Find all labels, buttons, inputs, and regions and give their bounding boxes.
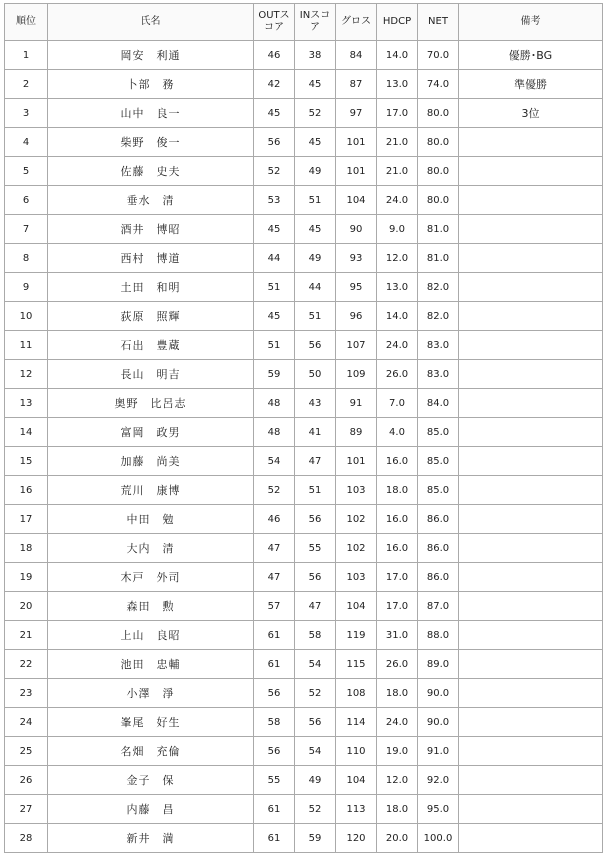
table-row: [5, 186, 603, 215]
cell-out-score: 57: [254, 592, 295, 621]
cell-rank: 4: [5, 128, 48, 157]
cell-hdcp: 16.0: [377, 534, 418, 563]
cell-net: 84.0: [418, 389, 459, 418]
cell-note: [459, 824, 603, 853]
cell-out-score: 61: [254, 824, 295, 853]
cell-rank: 2: [5, 70, 48, 99]
cell-in-score: 52: [295, 99, 336, 128]
cell-gross: 102: [336, 534, 377, 563]
cell-hdcp: 4.0: [377, 418, 418, 447]
cell-net: 86.0: [418, 534, 459, 563]
cell-hdcp: 17.0: [377, 563, 418, 592]
cell-name: 西村 博道: [48, 244, 254, 273]
cell-out-score: 46: [254, 41, 295, 70]
cell-net: 92.0: [418, 766, 459, 795]
cell-hdcp: 24.0: [377, 186, 418, 215]
cell-name: 山中 良一: [48, 99, 254, 128]
cell-note: [459, 563, 603, 592]
cell-gross: 102: [336, 505, 377, 534]
cell-out-score: 61: [254, 650, 295, 679]
cell-out-score: 52: [254, 476, 295, 505]
cell-rank: 22: [5, 650, 48, 679]
cell-in-score: 49: [295, 244, 336, 273]
cell-out-score: 55: [254, 766, 295, 795]
cell-name: 名畑 充倫: [48, 737, 254, 766]
table-row: [5, 157, 603, 186]
cell-hdcp: 19.0: [377, 737, 418, 766]
cell-net: 80.0: [418, 157, 459, 186]
table-row: [5, 592, 603, 621]
cell-out-score: 51: [254, 273, 295, 302]
cell-name: 池田 忠輔: [48, 650, 254, 679]
cell-note: [459, 418, 603, 447]
cell-note: [459, 737, 603, 766]
header-note: 備考: [459, 4, 603, 41]
cell-net: 81.0: [418, 215, 459, 244]
cell-gross: 119: [336, 621, 377, 650]
table-row: [5, 708, 603, 737]
cell-gross: 93: [336, 244, 377, 273]
cell-in-score: 56: [295, 708, 336, 737]
header-in-score: INスコア: [295, 4, 336, 41]
cell-note: [459, 302, 603, 331]
header-out-score: OUTスコア: [254, 4, 295, 41]
table-row: [5, 650, 603, 679]
cell-out-score: 61: [254, 795, 295, 824]
cell-note: 準優勝: [459, 70, 603, 99]
table-row: [5, 128, 603, 157]
cell-rank: 1: [5, 41, 48, 70]
cell-net: 100.0: [418, 824, 459, 853]
cell-hdcp: 26.0: [377, 360, 418, 389]
cell-rank: 10: [5, 302, 48, 331]
cell-name: 加藤 尚美: [48, 447, 254, 476]
cell-note: [459, 708, 603, 737]
cell-hdcp: 14.0: [377, 41, 418, 70]
cell-out-score: 45: [254, 302, 295, 331]
header-name: 氏名: [48, 4, 254, 41]
cell-in-score: 45: [295, 128, 336, 157]
table-row: [5, 824, 603, 853]
table-row: [5, 447, 603, 476]
table-row: [5, 563, 603, 592]
cell-rank: 15: [5, 447, 48, 476]
cell-note: [459, 534, 603, 563]
cell-net: 88.0: [418, 621, 459, 650]
cell-hdcp: 17.0: [377, 99, 418, 128]
table-row: [5, 795, 603, 824]
cell-gross: 87: [336, 70, 377, 99]
cell-rank: 20: [5, 592, 48, 621]
cell-gross: 101: [336, 157, 377, 186]
cell-out-score: 51: [254, 331, 295, 360]
header-rank: 順位: [5, 4, 48, 41]
cell-name: 荻原 照輝: [48, 302, 254, 331]
cell-net: 95.0: [418, 795, 459, 824]
cell-note: [459, 360, 603, 389]
cell-gross: 114: [336, 708, 377, 737]
cell-in-score: 52: [295, 795, 336, 824]
cell-hdcp: 18.0: [377, 679, 418, 708]
cell-gross: 115: [336, 650, 377, 679]
cell-out-score: 47: [254, 563, 295, 592]
cell-name: 土田 和明: [48, 273, 254, 302]
cell-rank: 23: [5, 679, 48, 708]
cell-net: 80.0: [418, 99, 459, 128]
cell-gross: 104: [336, 592, 377, 621]
cell-note: [459, 592, 603, 621]
cell-rank: 5: [5, 157, 48, 186]
cell-in-score: 52: [295, 679, 336, 708]
cell-out-score: 61: [254, 621, 295, 650]
cell-hdcp: 24.0: [377, 331, 418, 360]
table-row: [5, 302, 603, 331]
cell-hdcp: 9.0: [377, 215, 418, 244]
table-row: [5, 273, 603, 302]
cell-in-score: 51: [295, 186, 336, 215]
cell-name: 新井 満: [48, 824, 254, 853]
header-gross: グロス: [336, 4, 377, 41]
cell-out-score: 56: [254, 737, 295, 766]
table-row: [5, 679, 603, 708]
cell-name: 森田 勲: [48, 592, 254, 621]
cell-hdcp: 12.0: [377, 244, 418, 273]
cell-in-score: 49: [295, 157, 336, 186]
cell-net: 85.0: [418, 418, 459, 447]
cell-name: 峯尾 好生: [48, 708, 254, 737]
cell-rank: 18: [5, 534, 48, 563]
cell-rank: 13: [5, 389, 48, 418]
cell-rank: 25: [5, 737, 48, 766]
cell-gross: 113: [336, 795, 377, 824]
cell-note: [459, 273, 603, 302]
cell-in-score: 49: [295, 766, 336, 795]
table-row: [5, 476, 603, 505]
cell-rank: 12: [5, 360, 48, 389]
cell-out-score: 48: [254, 418, 295, 447]
cell-hdcp: 7.0: [377, 389, 418, 418]
table-row: [5, 766, 603, 795]
cell-rank: 11: [5, 331, 48, 360]
cell-in-score: 58: [295, 621, 336, 650]
cell-out-score: 58: [254, 708, 295, 737]
cell-note: [459, 650, 603, 679]
cell-out-score: 56: [254, 128, 295, 157]
cell-name: 卜部 務: [48, 70, 254, 99]
cell-hdcp: 21.0: [377, 128, 418, 157]
cell-out-score: 44: [254, 244, 295, 273]
cell-note: 3位: [459, 99, 603, 128]
cell-out-score: 48: [254, 389, 295, 418]
cell-note: [459, 505, 603, 534]
cell-name: 小澤 淨: [48, 679, 254, 708]
cell-out-score: 45: [254, 99, 295, 128]
cell-hdcp: 16.0: [377, 505, 418, 534]
cell-gross: 101: [336, 128, 377, 157]
cell-gross: 97: [336, 99, 377, 128]
cell-out-score: 54: [254, 447, 295, 476]
cell-hdcp: 16.0: [377, 447, 418, 476]
cell-out-score: 56: [254, 679, 295, 708]
cell-net: 87.0: [418, 592, 459, 621]
cell-hdcp: 18.0: [377, 476, 418, 505]
cell-in-score: 38: [295, 41, 336, 70]
cell-in-score: 47: [295, 447, 336, 476]
cell-net: 82.0: [418, 302, 459, 331]
cell-hdcp: 20.0: [377, 824, 418, 853]
cell-note: [459, 621, 603, 650]
cell-gross: 90: [336, 215, 377, 244]
table-row: [5, 505, 603, 534]
cell-out-score: 47: [254, 534, 295, 563]
cell-gross: 96: [336, 302, 377, 331]
cell-net: 70.0: [418, 41, 459, 70]
cell-rank: 16: [5, 476, 48, 505]
table-header: [5, 4, 603, 41]
cell-in-score: 56: [295, 331, 336, 360]
table-row: [5, 244, 603, 273]
cell-in-score: 47: [295, 592, 336, 621]
cell-net: 90.0: [418, 679, 459, 708]
cell-gross: 103: [336, 476, 377, 505]
cell-hdcp: 24.0: [377, 708, 418, 737]
cell-rank: 7: [5, 215, 48, 244]
cell-net: 80.0: [418, 128, 459, 157]
table-row: [5, 331, 603, 360]
cell-name: 石出 豊蔵: [48, 331, 254, 360]
cell-gross: 101: [336, 447, 377, 476]
cell-net: 89.0: [418, 650, 459, 679]
cell-rank: 21: [5, 621, 48, 650]
cell-in-score: 56: [295, 505, 336, 534]
cell-in-score: 43: [295, 389, 336, 418]
cell-gross: 91: [336, 389, 377, 418]
cell-note: [459, 331, 603, 360]
table-row: [5, 389, 603, 418]
cell-hdcp: 17.0: [377, 592, 418, 621]
cell-note: [459, 186, 603, 215]
table-row: [5, 70, 603, 99]
cell-in-score: 55: [295, 534, 336, 563]
cell-name: 奥野 比呂志: [48, 389, 254, 418]
cell-in-score: 45: [295, 70, 336, 99]
cell-name: 荒川 康博: [48, 476, 254, 505]
cell-gross: 84: [336, 41, 377, 70]
cell-net: 86.0: [418, 563, 459, 592]
results-table: [4, 3, 603, 853]
cell-name: 内藤 昌: [48, 795, 254, 824]
table-row: [5, 737, 603, 766]
table-row: [5, 418, 603, 447]
cell-net: 90.0: [418, 708, 459, 737]
cell-gross: 110: [336, 737, 377, 766]
cell-note: [459, 389, 603, 418]
header-net: NET: [418, 4, 459, 41]
cell-name: 岡安 利通: [48, 41, 254, 70]
cell-rank: 27: [5, 795, 48, 824]
cell-rank: 17: [5, 505, 48, 534]
cell-hdcp: 13.0: [377, 70, 418, 99]
table-body: [5, 41, 603, 853]
cell-out-score: 46: [254, 505, 295, 534]
cell-net: 81.0: [418, 244, 459, 273]
cell-hdcp: 14.0: [377, 302, 418, 331]
cell-note: 優勝･BG: [459, 41, 603, 70]
cell-gross: 95: [336, 273, 377, 302]
cell-rank: 9: [5, 273, 48, 302]
table-row: [5, 215, 603, 244]
cell-rank: 28: [5, 824, 48, 853]
cell-note: [459, 215, 603, 244]
cell-rank: 8: [5, 244, 48, 273]
cell-note: [459, 766, 603, 795]
cell-rank: 6: [5, 186, 48, 215]
cell-name: 富岡 政男: [48, 418, 254, 447]
cell-out-score: 45: [254, 215, 295, 244]
cell-note: [459, 476, 603, 505]
cell-rank: 24: [5, 708, 48, 737]
cell-out-score: 52: [254, 157, 295, 186]
cell-net: 85.0: [418, 476, 459, 505]
cell-gross: 104: [336, 766, 377, 795]
cell-gross: 89: [336, 418, 377, 447]
cell-hdcp: 13.0: [377, 273, 418, 302]
cell-gross: 107: [336, 331, 377, 360]
cell-name: 中田 勉: [48, 505, 254, 534]
cell-note: [459, 447, 603, 476]
cell-hdcp: 31.0: [377, 621, 418, 650]
cell-hdcp: 21.0: [377, 157, 418, 186]
cell-net: 82.0: [418, 273, 459, 302]
cell-out-score: 42: [254, 70, 295, 99]
cell-name: 佐藤 史夫: [48, 157, 254, 186]
cell-name: 木戸 外司: [48, 563, 254, 592]
table-row: [5, 41, 603, 70]
cell-rank: 3: [5, 99, 48, 128]
cell-rank: 14: [5, 418, 48, 447]
cell-name: 柴野 俊一: [48, 128, 254, 157]
cell-note: [459, 795, 603, 824]
cell-name: 酒井 博昭: [48, 215, 254, 244]
cell-note: [459, 157, 603, 186]
cell-net: 91.0: [418, 737, 459, 766]
table-row: [5, 621, 603, 650]
cell-net: 74.0: [418, 70, 459, 99]
cell-in-score: 51: [295, 476, 336, 505]
cell-net: 83.0: [418, 360, 459, 389]
cell-rank: 26: [5, 766, 48, 795]
table-row: [5, 534, 603, 563]
cell-name: 上山 良昭: [48, 621, 254, 650]
table-row: [5, 360, 603, 389]
cell-gross: 103: [336, 563, 377, 592]
cell-hdcp: 12.0: [377, 766, 418, 795]
cell-gross: 109: [336, 360, 377, 389]
cell-in-score: 45: [295, 215, 336, 244]
cell-gross: 108: [336, 679, 377, 708]
cell-in-score: 41: [295, 418, 336, 447]
cell-net: 85.0: [418, 447, 459, 476]
cell-in-score: 44: [295, 273, 336, 302]
cell-hdcp: 26.0: [377, 650, 418, 679]
cell-name: 大内 清: [48, 534, 254, 563]
cell-rank: 19: [5, 563, 48, 592]
cell-note: [459, 244, 603, 273]
cell-in-score: 56: [295, 563, 336, 592]
cell-net: 80.0: [418, 186, 459, 215]
table-row: [5, 99, 603, 128]
cell-name: 金子 保: [48, 766, 254, 795]
header-hdcp: HDCP: [377, 4, 418, 41]
cell-in-score: 50: [295, 360, 336, 389]
cell-name: 長山 明吉: [48, 360, 254, 389]
cell-in-score: 54: [295, 737, 336, 766]
cell-net: 86.0: [418, 505, 459, 534]
header-row: [5, 4, 603, 41]
cell-hdcp: 18.0: [377, 795, 418, 824]
cell-in-score: 51: [295, 302, 336, 331]
cell-in-score: 59: [295, 824, 336, 853]
cell-out-score: 53: [254, 186, 295, 215]
cell-net: 83.0: [418, 331, 459, 360]
cell-note: [459, 128, 603, 157]
cell-gross: 104: [336, 186, 377, 215]
cell-gross: 120: [336, 824, 377, 853]
cell-name: 垂水 清: [48, 186, 254, 215]
cell-note: [459, 679, 603, 708]
cell-out-score: 59: [254, 360, 295, 389]
cell-in-score: 54: [295, 650, 336, 679]
